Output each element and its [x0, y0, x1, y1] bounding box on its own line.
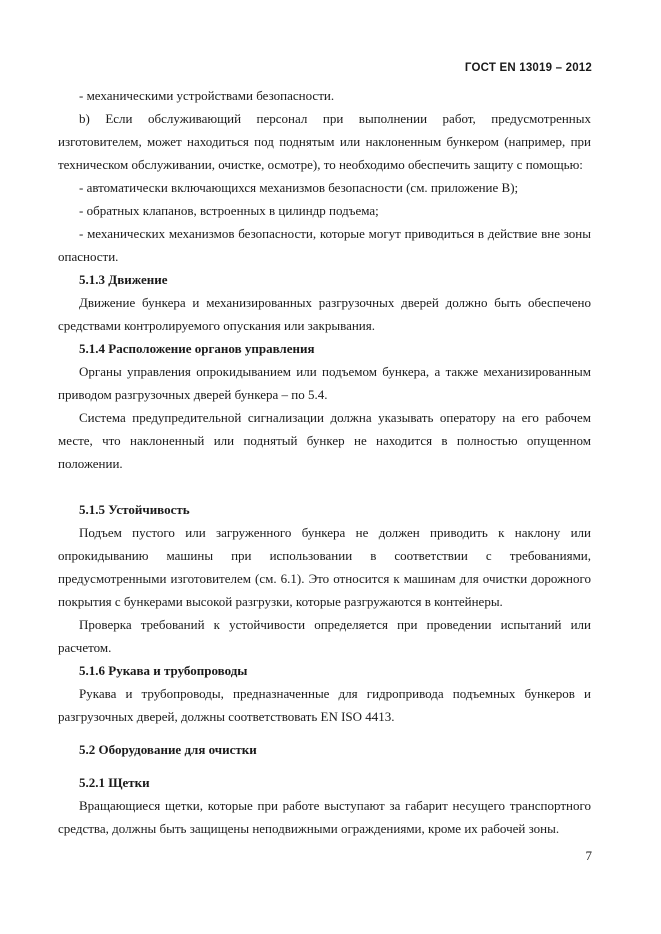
body-paragraph: Органы управления опрокидыванием или подъемом бункера, а также механизированным приводом разгрузочных дверей бункера – по 5.4.	[58, 364, 591, 402]
body-paragraph: Система предупредительной сигнализации должна указывать оператору на его рабочем месте, что наклоненный или поднятый бункер не находится в полностью опущенном положении.	[58, 410, 591, 471]
body-paragraph: Вращающиеся щетки, которые при работе выступают за габарит несущего транспортного средства, должны быть защищены неподвижными ограждениями, кроме их рабочей зоны.	[58, 798, 591, 836]
subsection-heading: 5.2.1 Щетки	[79, 775, 150, 790]
section-heading: 5.1.5 Устойчивость	[79, 502, 190, 517]
page-number: 7	[585, 848, 592, 863]
section-heading: 5.1.3 Движение	[79, 272, 168, 287]
body-paragraph: Движение бункера и механизированных разгрузочных дверей должно быть обеспечено средствами контролируемого опускания или закрывания.	[58, 295, 591, 333]
list-item: - автоматически включающихся механизмов безопасности (см. приложение B);	[79, 180, 519, 195]
body-paragraph: b) Если обслуживающий персонал при выполнении работ, предусмотренных изготовителем, может находиться под поднятым или наклоненным бункером (например, при техническом обслуживании, очистке, осмотре), то необходимо обеспечить защиту с помощью:	[58, 111, 591, 172]
section-heading: 5.1.6 Рукава и трубопроводы	[79, 663, 248, 678]
body-paragraph: Рукава и трубопроводы, предназначенные для гидропривода подъемных бункеров и разгрузочных дверей, должны соответствовать EN ISO 4413.	[58, 686, 591, 724]
body-paragraph: Подъем пустого или загруженного бункера не должен приводить к наклону или опрокидыванию машины при использовании в соответствии с требованиями, предусмотренными изготовителем (см. 6.1). Это относится к машинам для очистки дорожного покрытия с бункерами высокой разгрузки, которые разгружаются в контейнеры.	[58, 525, 591, 609]
list-item: - механическими устройствами безопасности.	[79, 88, 335, 103]
standard-header: ГОСТ EN 13019 – 2012	[464, 62, 592, 74]
list-item: - механических механизмов безопасности, которые могут приводиться в действие вне зоны опасности.	[58, 226, 591, 264]
page-body	[58, 84, 591, 840]
body-paragraph: Проверка требований к устойчивости определяется при проведении испытаний или расчетом.	[58, 617, 591, 655]
section-heading: 5.2 Оборудование для очистки	[79, 742, 257, 757]
section-heading: 5.1.4 Расположение органов управления	[79, 341, 315, 356]
list-item: - обратных клапанов, встроенных в цилиндр подъема;	[79, 203, 379, 218]
